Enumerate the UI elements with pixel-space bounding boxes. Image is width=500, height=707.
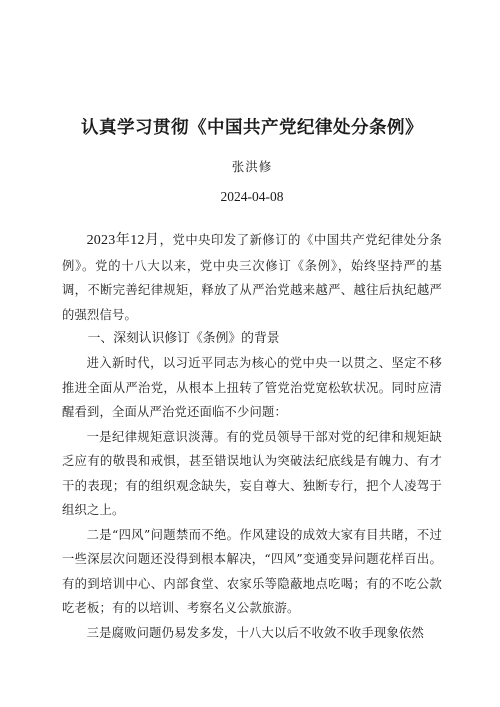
intro-lead-date: 2023年12月 — [86, 233, 160, 248]
document-body — [62, 228, 442, 645]
paragraph: 一是纪律规矩意识淡薄。有的党员领导干部对党的纪律和规矩缺乏应有的敬畏和戒惧，甚至错误地认为突破法纪底线是有魄力、有才干的表现；有的组织观念缺失，妄自尊大、独断专行，把个人凌驾于组织之上。 — [62, 429, 442, 517]
document-author: 张洪修 — [231, 159, 273, 174]
intro-paragraph-text: ，党中央印发了新修订的《中国共产党纪律处分条例》。党的十八大以来，党中央三次修订《条例》，始终坚持严的基调，不断完善纪律规矩，释放了从严治党越来越严、越往后执纪越严的强烈信号。 — [62, 233, 442, 322]
section-heading: 一、深刻认识修订《条例》的背景 — [87, 331, 280, 346]
paragraph: 进入新时代，以习近平同志为核心的党中央一以贯之、坚定不移推进全面从严治党，从根本上扭转了管党治党宽松软状况。同时应清醒看到，全面从严治党还面临不少问题： — [62, 356, 442, 419]
paragraph: 二是“四风”问题禁而不绝。作风建设的成效大家有目共睹，不过一些深层次问题还没得到根本解决，“四风”变通变异问题花样百出。有的到培训中心、内部食堂、农家乐等隐蔽地点吃喝；有的不吃公款吃老板；有的以培训、考察名义公款旅游。 — [62, 527, 442, 615]
intro-paragraph — [62, 228, 442, 327]
paragraph: 三是腐败问题仍易发多发，十八大以后不收敛不收手现象依然 — [86, 625, 425, 640]
document-date: 2024-04-08 — [220, 189, 284, 204]
document-title: 认真学习贯彻《中国共产党纪律处分条例》 — [81, 118, 423, 138]
